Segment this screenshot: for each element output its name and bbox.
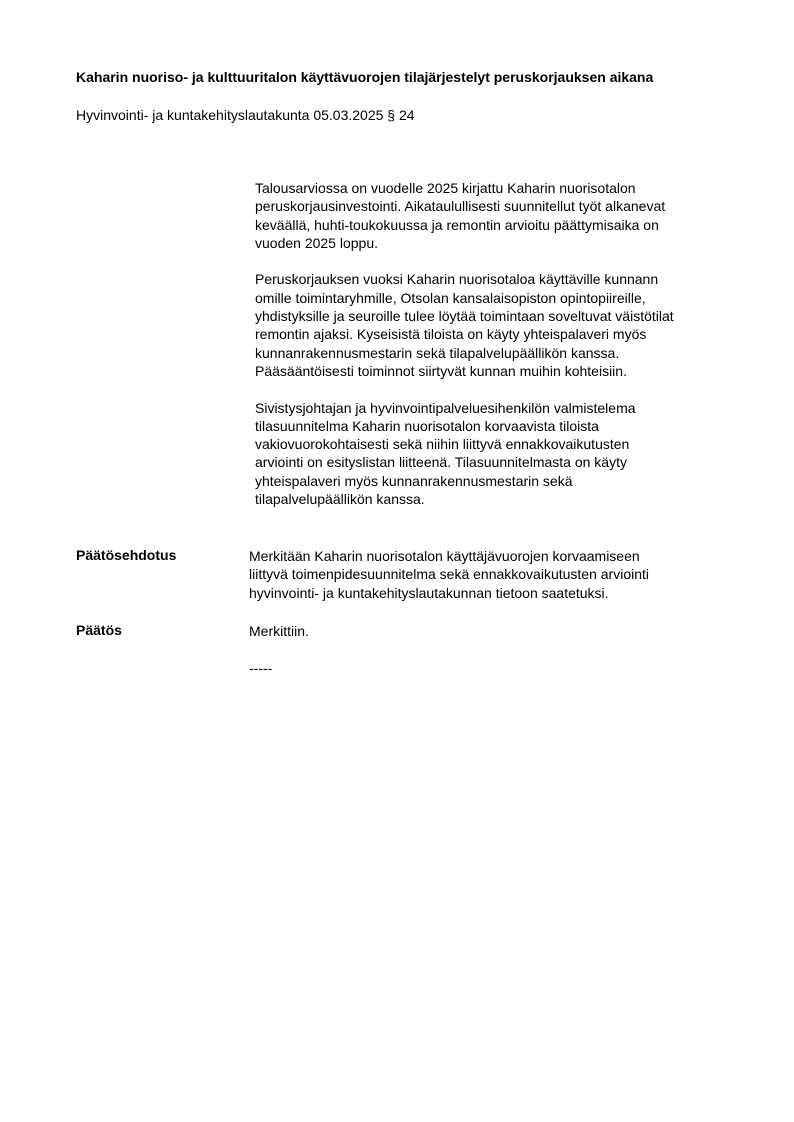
document-title: Kaharin nuoriso- ja kulttuuritalon käyttävuorojen tilajärjestelyt peruskorjauksen aikana (76, 69, 654, 85)
text-line: Peruskorjauksen vuoksi Kaharin nuorisotaloa käyttäville kunnann (255, 271, 659, 288)
text-line: Sivistysjohtajan ja hyvinvointipalveluesihenkilön valmistelema (255, 399, 636, 416)
text-line: vakiovuorokohtaisesti sekä niihin liittyvä ennakkovaikutusten (255, 436, 630, 453)
text-line: peruskorjausinvestointi. Aikataulullisesti suunnitellut työt alkanevat (255, 198, 666, 215)
text-line: keväällä, huhti-toukokuussa ja remontin arvioitu päättymisaika on (255, 216, 659, 233)
text-line: tilapalvelupäällikön kanssa. (255, 491, 425, 508)
text-line: remontin ajaksi. Kyseisistä tiloista on käyty yhteispalaveri myös (255, 326, 647, 343)
paragraph-budget (255, 179, 755, 252)
text-line: kunnanrakennusmestarin sekä tilapalvelupäällikön kanssa. (255, 344, 620, 361)
paragraph-space-plan (255, 399, 755, 509)
text-line: hyvinvointi- ja kuntakehityslautakunnan tietoon saatetuksi. (249, 584, 609, 601)
decision-text: Merkittiin. (249, 623, 309, 639)
decision-label: Päätös (76, 622, 122, 638)
text-line: arviointi on esityslistan liitteenä. Tilasuunnitelmasta on käyty (255, 454, 627, 471)
text-line: liittyvä toimenpidesuunnitelma sekä ennakkovaikutusten arviointi (249, 566, 649, 583)
paragraph-temporary-spaces (255, 270, 755, 380)
text-line: yhdistyksille ja seuroille tulee löytää toimintaan soveltuvat väistötilat (255, 308, 674, 325)
text-line: Pääsääntöisesti toiminnot siirtyvät kunnan muihin kohteisiin. (255, 362, 627, 379)
proposal-label: Päätösehdotus (76, 547, 177, 563)
text-line: Merkitään Kaharin nuorisotalon käyttäjävuorojen korvaamiseen (249, 548, 640, 564)
text-line: omille toimintaryhmille, Otsolan kansalaisopiston opintopiireille, (255, 289, 646, 306)
decision-separator: ----- (249, 660, 273, 676)
text-line: vuoden 2025 loppu. (255, 234, 378, 251)
text-line: yhteispalaveri myös kunnanrakennusmestarin sekä (255, 472, 573, 489)
text-line: Talousarviossa on vuodelle 2025 kirjattu Kaharin nuorisotalon (255, 180, 636, 196)
text-line: tilasuunnitelma Kaharin nuorisotalon korvaavista tiloista (255, 417, 599, 434)
meeting-reference: Hyvinvointi- ja kuntakehityslautakunta 05.03.2025 § 24 (76, 107, 415, 123)
preparation-text (255, 179, 755, 527)
proposal-text (249, 547, 649, 602)
